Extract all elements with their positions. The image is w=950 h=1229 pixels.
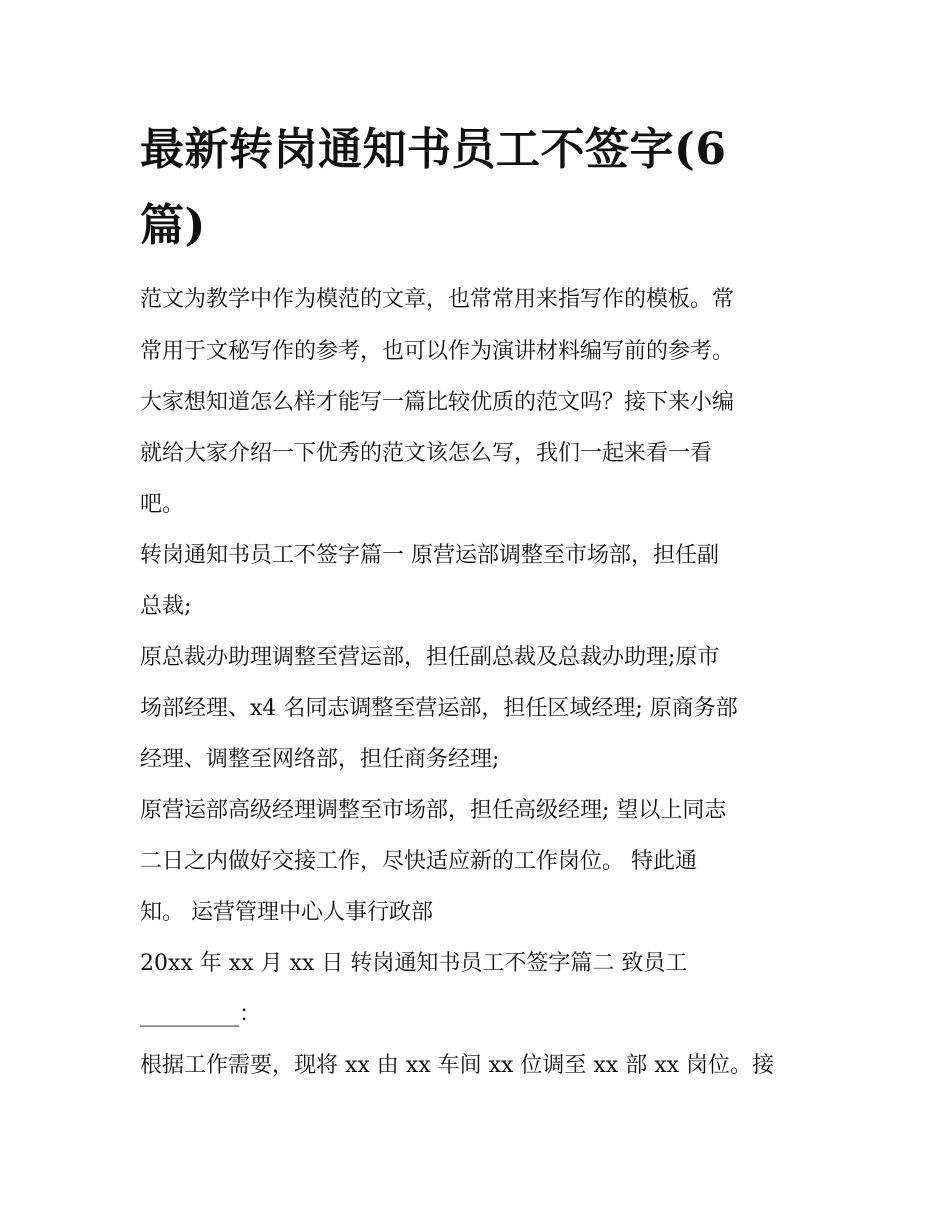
paragraph-line: 常用于文秘写作的参考，也可以作为演讲材料编写前的参考。 bbox=[140, 339, 735, 364]
paragraph-line: 范文为教学中作为模范的文章，也常常用来指写作的模板。常 bbox=[140, 287, 735, 312]
signature-blank-line: _________： bbox=[140, 1002, 262, 1027]
paragraph-line: 原总裁办助理调整至营运部，担任副总裁及总裁办助理;原市 bbox=[140, 645, 720, 670]
paragraph-line: 就给大家介绍一下优秀的范文该怎么写，我们一起来看一看 bbox=[140, 441, 713, 466]
paragraph-line: 转岗通知书员工不签字篇一 原营运部调整至市场部，担任副 bbox=[140, 543, 719, 568]
paragraph-line: 大家想知道怎么样才能写一篇比较优质的范文吗？接下来小编 bbox=[140, 390, 735, 415]
paragraph-line: 场部经理、x4 名同志调整至营运部，担任区域经理; 原商务部 bbox=[140, 696, 738, 721]
paragraph-line: 二日之内做好交接工作，尽快适应新的工作岗位。 特此通 bbox=[140, 849, 697, 874]
paragraph-line: 原营运部高级经理调整至市场部，担任高级经理; 望以上同志 bbox=[140, 798, 727, 823]
paragraph-line: 20xx 年 xx 月 xx 日 转岗通知书员工不签字篇二 致员工 bbox=[140, 951, 688, 976]
paragraph-line: 经理、调整至网络部，担任商务经理; bbox=[140, 747, 500, 772]
document-title: 最新转岗通知书员工不签字(6 篇) bbox=[140, 124, 727, 251]
paragraph-line: 知。 运营管理中心人事行政部 bbox=[140, 900, 433, 925]
paragraph-line: 总裁; bbox=[140, 594, 192, 619]
paragraph-line: 吧。 bbox=[140, 492, 185, 517]
paragraph-line: 根据工作需要，现将 xx 由 xx 车间 xx 位调至 xx 部 xx 岗位。接 bbox=[140, 1053, 775, 1078]
